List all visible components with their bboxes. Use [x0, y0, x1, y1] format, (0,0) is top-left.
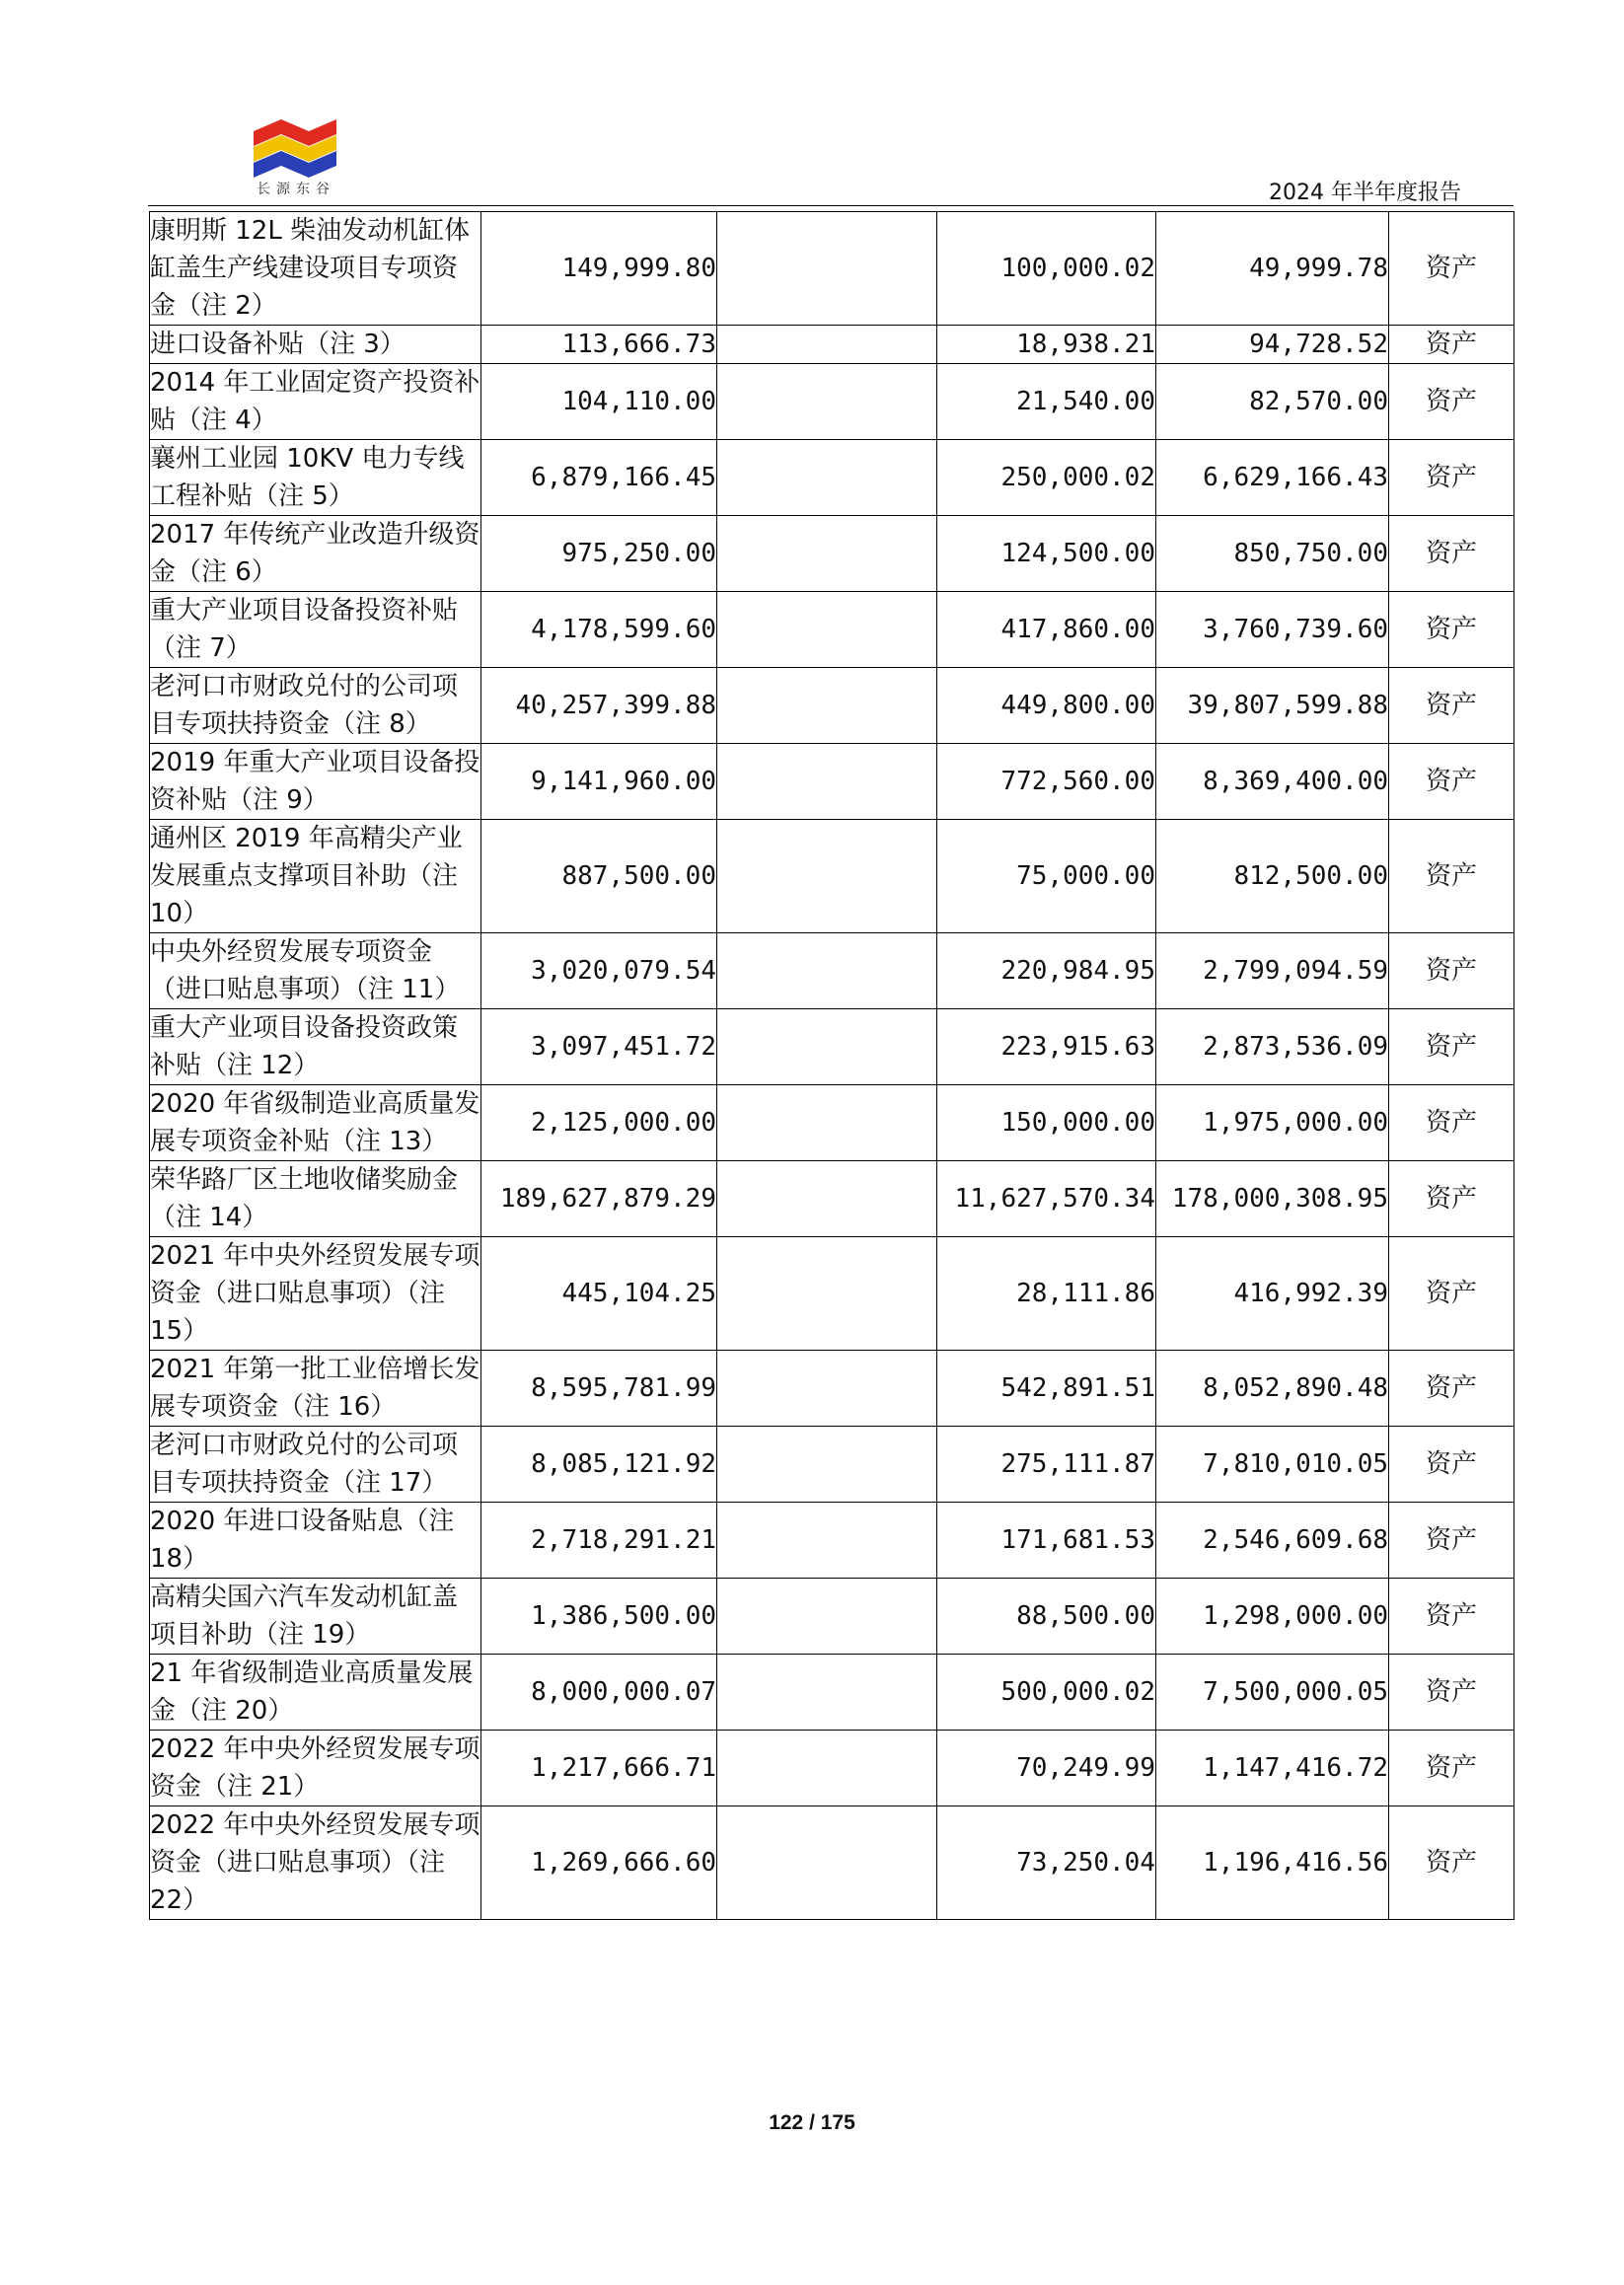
table-row — [150, 1009, 1514, 1085]
table-row — [150, 326, 1514, 364]
recognized-amount-cell: 417,860.00 — [937, 592, 1156, 668]
opening-balance-cell: 1,217,666.71 — [481, 1731, 717, 1806]
category-cell: 资产 — [1389, 1806, 1514, 1920]
opening-balance-cell: 149,999.80 — [481, 212, 717, 326]
item-name-cell: 老河口市财政兑付的公司项目专项扶持资金（注 8） — [150, 668, 481, 744]
item-name-cell: 高精尖国六汽车发动机缸盖项目补助（注 19） — [150, 1579, 481, 1655]
table-row — [150, 1427, 1514, 1503]
header-divider — [148, 205, 1513, 206]
closing-balance-cell: 39,807,599.88 — [1156, 668, 1389, 744]
table-row — [150, 744, 1514, 820]
recognized-amount-cell: 21,540.00 — [937, 364, 1156, 440]
category-cell: 资产 — [1389, 1503, 1514, 1579]
recognized-amount-cell: 124,500.00 — [937, 516, 1156, 592]
recognized-amount-cell: 73,250.04 — [937, 1806, 1156, 1920]
category-cell: 资产 — [1389, 1351, 1514, 1427]
table-row — [150, 1351, 1514, 1427]
recognized-amount-cell: 500,000.02 — [937, 1655, 1156, 1731]
opening-balance-cell: 189,627,879.29 — [481, 1161, 717, 1237]
added-amount-cell — [717, 1085, 937, 1161]
opening-balance-cell: 113,666.73 — [481, 326, 717, 364]
opening-balance-cell: 6,879,166.45 — [481, 440, 717, 516]
closing-balance-cell: 82,570.00 — [1156, 364, 1389, 440]
opening-balance-cell: 8,000,000.07 — [481, 1655, 717, 1731]
category-cell: 资产 — [1389, 1161, 1514, 1237]
item-name-cell: 2014 年工业固定资产投资补贴（注 4） — [150, 364, 481, 440]
category-cell: 资产 — [1389, 326, 1514, 364]
closing-balance-cell: 7,810,010.05 — [1156, 1427, 1389, 1503]
recognized-amount-cell: 28,111.86 — [937, 1237, 1156, 1351]
table-row — [150, 820, 1514, 933]
item-name-cell: 荣华路厂区土地收储奖励金（注 14） — [150, 1161, 481, 1237]
added-amount-cell — [717, 592, 937, 668]
added-amount-cell — [717, 820, 937, 933]
closing-balance-cell: 8,052,890.48 — [1156, 1351, 1389, 1427]
added-amount-cell — [717, 933, 937, 1009]
table-row — [150, 1161, 1514, 1237]
added-amount-cell — [717, 1655, 937, 1731]
opening-balance-cell: 9,141,960.00 — [481, 744, 717, 820]
recognized-amount-cell: 100,000.02 — [937, 212, 1156, 326]
item-name-cell: 襄州工业园 10KV 电力专线工程补贴（注 5） — [150, 440, 481, 516]
closing-balance-cell: 2,546,609.68 — [1156, 1503, 1389, 1579]
added-amount-cell — [717, 1161, 937, 1237]
category-cell: 资产 — [1389, 364, 1514, 440]
opening-balance-cell: 975,250.00 — [481, 516, 717, 592]
closing-balance-cell: 6,629,166.43 — [1156, 440, 1389, 516]
government-grants-table — [149, 211, 1514, 1920]
recognized-amount-cell: 449,800.00 — [937, 668, 1156, 744]
category-cell: 资产 — [1389, 1579, 1514, 1655]
recognized-amount-cell: 223,915.63 — [937, 1009, 1156, 1085]
item-name-cell: 2022 年中央外经贸发展专项资金（进口贴息事项）（注 22） — [150, 1806, 481, 1920]
closing-balance-cell: 94,728.52 — [1156, 326, 1389, 364]
category-cell: 资产 — [1389, 744, 1514, 820]
recognized-amount-cell: 150,000.00 — [937, 1085, 1156, 1161]
category-cell: 资产 — [1389, 1085, 1514, 1161]
closing-balance-cell: 8,369,400.00 — [1156, 744, 1389, 820]
table-row — [150, 364, 1514, 440]
recognized-amount-cell: 772,560.00 — [937, 744, 1156, 820]
opening-balance-cell: 1,269,666.60 — [481, 1806, 717, 1920]
recognized-amount-cell: 220,984.95 — [937, 933, 1156, 1009]
opening-balance-cell: 104,110.00 — [481, 364, 717, 440]
added-amount-cell — [717, 744, 937, 820]
closing-balance-cell: 416,992.39 — [1156, 1237, 1389, 1351]
opening-balance-cell: 2,718,291.21 — [481, 1503, 717, 1579]
page-number: 122 / 175 — [769, 2111, 855, 2134]
closing-balance-cell: 1,196,416.56 — [1156, 1806, 1389, 1920]
category-cell: 资产 — [1389, 668, 1514, 744]
added-amount-cell — [717, 516, 937, 592]
item-name-cell: 2017 年传统产业改造升级资金（注 6） — [150, 516, 481, 592]
item-name-cell: 通州区 2019 年高精尖产业发展重点支撑项目补助（注 10） — [150, 820, 481, 933]
closing-balance-cell: 2,873,536.09 — [1156, 1009, 1389, 1085]
table-row — [150, 1503, 1514, 1579]
category-cell: 资产 — [1389, 516, 1514, 592]
closing-balance-cell: 3,760,739.60 — [1156, 592, 1389, 668]
category-cell: 资产 — [1389, 592, 1514, 668]
item-name-cell: 2019 年重大产业项目设备投资补贴（注 9） — [150, 744, 481, 820]
recognized-amount-cell: 75,000.00 — [937, 820, 1156, 933]
closing-balance-cell: 2,799,094.59 — [1156, 933, 1389, 1009]
recognized-amount-cell: 18,938.21 — [937, 326, 1156, 364]
closing-balance-cell: 7,500,000.05 — [1156, 1655, 1389, 1731]
item-name-cell: 2021 年中央外经贸发展专项资金（进口贴息事项）（注 15） — [150, 1237, 481, 1351]
recognized-amount-cell: 88,500.00 — [937, 1579, 1156, 1655]
item-name-cell: 2020 年进口设备贴息（注 18） — [150, 1503, 481, 1579]
added-amount-cell — [717, 1503, 937, 1579]
category-cell: 资产 — [1389, 440, 1514, 516]
table-row — [150, 1655, 1514, 1731]
category-cell: 资产 — [1389, 820, 1514, 933]
opening-balance-cell: 4,178,599.60 — [481, 592, 717, 668]
table-row — [150, 592, 1514, 668]
opening-balance-cell: 40,257,399.88 — [481, 668, 717, 744]
closing-balance-cell: 812,500.00 — [1156, 820, 1389, 933]
category-cell: 资产 — [1389, 1427, 1514, 1503]
opening-balance-cell: 3,097,451.72 — [481, 1009, 717, 1085]
category-cell: 资产 — [1389, 1009, 1514, 1085]
recognized-amount-cell: 275,111.87 — [937, 1427, 1156, 1503]
opening-balance-cell: 445,104.25 — [481, 1237, 717, 1351]
table-row — [150, 668, 1514, 744]
closing-balance-cell: 1,298,000.00 — [1156, 1579, 1389, 1655]
opening-balance-cell: 8,595,781.99 — [481, 1351, 717, 1427]
recognized-amount-cell: 171,681.53 — [937, 1503, 1156, 1579]
added-amount-cell — [717, 1731, 937, 1806]
item-name-cell: 中央外经贸发展专项资金（进口贴息事项）（注 11） — [150, 933, 481, 1009]
added-amount-cell — [717, 1579, 937, 1655]
item-name-cell: 2021 年第一批工业倍增长发展专项资金（注 16） — [150, 1351, 481, 1427]
table-row — [150, 1806, 1514, 1920]
recognized-amount-cell: 70,249.99 — [937, 1731, 1156, 1806]
closing-balance-cell: 178,000,308.95 — [1156, 1161, 1389, 1237]
added-amount-cell — [717, 326, 937, 364]
added-amount-cell — [717, 212, 937, 326]
opening-balance-cell: 887,500.00 — [481, 820, 717, 933]
category-cell: 资产 — [1389, 1731, 1514, 1806]
category-cell: 资产 — [1389, 933, 1514, 1009]
item-name-cell: 重大产业项目设备投资补贴（注 7） — [150, 592, 481, 668]
opening-balance-cell: 3,020,079.54 — [481, 933, 717, 1009]
added-amount-cell — [717, 1237, 937, 1351]
report-title: 2024 年半年度报告 — [1269, 181, 1461, 205]
category-cell: 资产 — [1389, 212, 1514, 326]
category-cell: 资产 — [1389, 1237, 1514, 1351]
item-name-cell: 2022 年中央外经贸发展专项资金（注 21） — [150, 1731, 481, 1806]
added-amount-cell — [717, 440, 937, 516]
closing-balance-cell: 1,147,416.72 — [1156, 1731, 1389, 1806]
opening-balance-cell: 2,125,000.00 — [481, 1085, 717, 1161]
added-amount-cell — [717, 1427, 937, 1503]
item-name-cell: 老河口市财政兑付的公司项目专项扶持资金（注 17） — [150, 1427, 481, 1503]
closing-balance-cell: 49,999.78 — [1156, 212, 1389, 326]
item-name-cell: 重大产业项目设备投资政策补贴（注 12） — [150, 1009, 481, 1085]
item-name-cell: 21 年省级制造业高质量发展金（注 20） — [150, 1655, 481, 1731]
table-body — [150, 212, 1514, 1920]
added-amount-cell — [717, 668, 937, 744]
added-amount-cell — [717, 1351, 937, 1427]
item-name-cell: 康明斯 12L 柴油发动机缸体缸盖生产线建设项目专项资金（注 2） — [150, 212, 481, 326]
table-row — [150, 212, 1514, 326]
table-row — [150, 1085, 1514, 1161]
table-row — [150, 1237, 1514, 1351]
recognized-amount-cell: 11,627,570.34 — [937, 1161, 1156, 1237]
opening-balance-cell: 8,085,121.92 — [481, 1427, 717, 1503]
table-row — [150, 933, 1514, 1009]
closing-balance-cell: 1,975,000.00 — [1156, 1085, 1389, 1161]
logo-text: 长源东谷 — [257, 182, 335, 197]
opening-balance-cell: 1,386,500.00 — [481, 1579, 717, 1655]
added-amount-cell — [717, 1009, 937, 1085]
table-row — [150, 1579, 1514, 1655]
table-row — [150, 440, 1514, 516]
item-name-cell: 2020 年省级制造业高质量发展专项资金补贴（注 13） — [150, 1085, 481, 1161]
recognized-amount-cell: 250,000.02 — [937, 440, 1156, 516]
recognized-amount-cell: 542,891.51 — [937, 1351, 1156, 1427]
table-row — [150, 516, 1514, 592]
added-amount-cell — [717, 364, 937, 440]
category-cell: 资产 — [1389, 1655, 1514, 1731]
added-amount-cell — [717, 1806, 937, 1920]
closing-balance-cell: 850,750.00 — [1156, 516, 1389, 592]
table-row — [150, 1731, 1514, 1806]
item-name-cell: 进口设备补贴（注 3） — [150, 326, 481, 364]
